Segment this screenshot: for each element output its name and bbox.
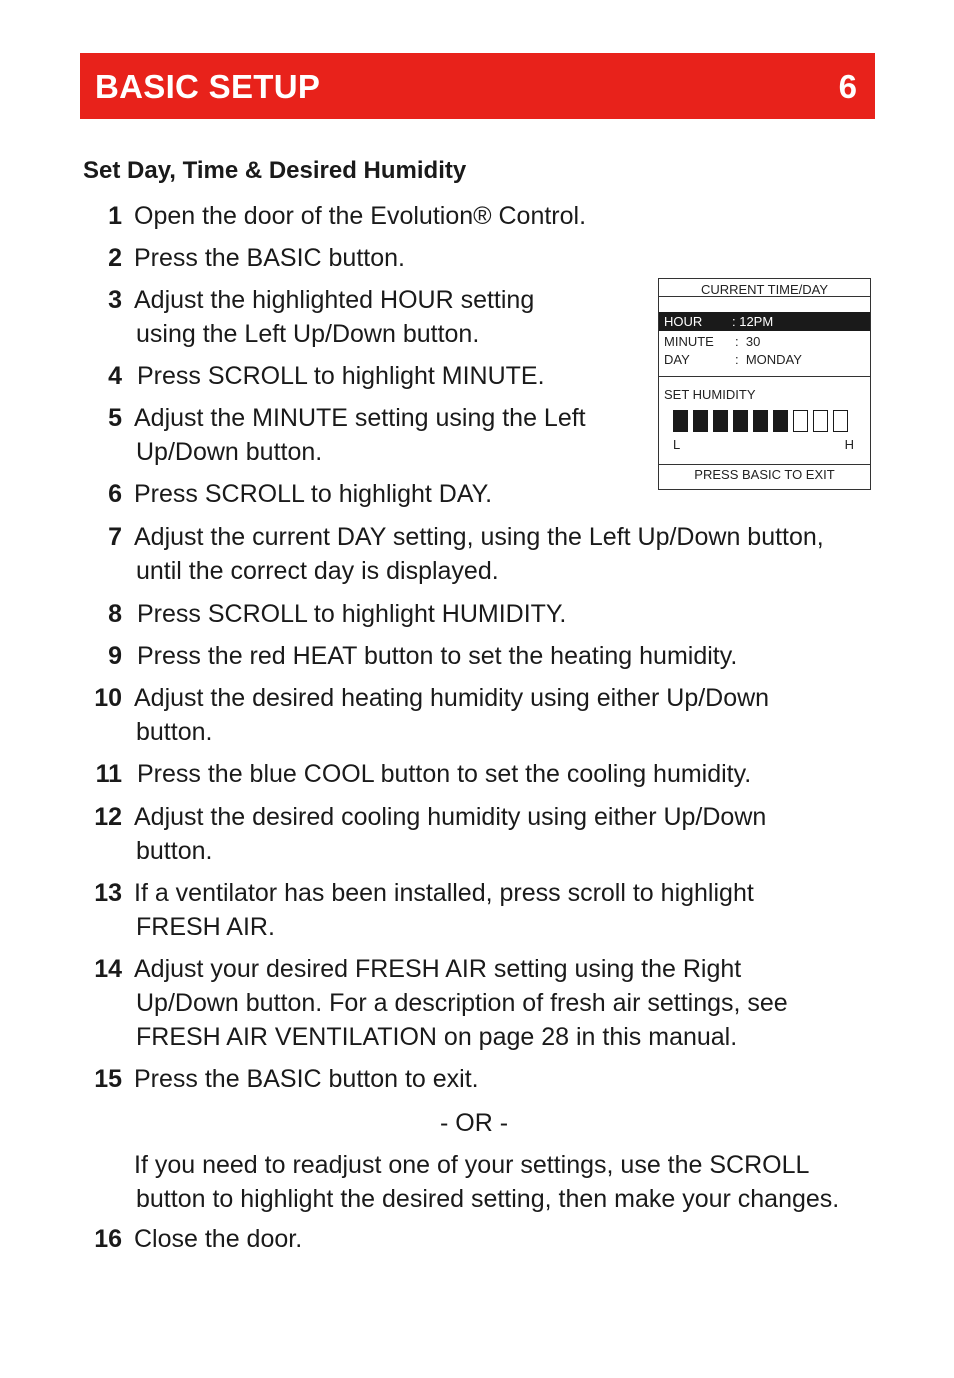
step-line: Press the red HEAT button to set the heating humidity.	[137, 642, 738, 670]
step-number: 14	[94, 955, 122, 983]
step-line: button.	[136, 718, 213, 746]
step-line: FRESH AIR VENTILATION on page 28 in this manual.	[136, 1023, 738, 1051]
step-number: 11	[95, 760, 122, 788]
step-number: 7	[108, 523, 122, 551]
step-text	[137, 597, 566, 631]
step-line: Press SCROLL to highlight DAY.	[134, 480, 493, 508]
humidity-low-label: L	[673, 437, 681, 452]
page-title: BASIC SETUP	[95, 68, 321, 105]
humidity-bar-filled	[773, 410, 788, 432]
step-text	[134, 199, 586, 233]
humidity-bar-empty	[813, 410, 828, 432]
step-line: using the Left Up/Down button.	[136, 320, 480, 348]
step-text	[137, 757, 751, 791]
page-number: 6	[838, 68, 857, 105]
step-text	[134, 681, 769, 749]
step-text	[134, 952, 788, 1054]
step-text	[134, 520, 824, 588]
step-number: 4	[108, 362, 122, 390]
step-text	[137, 639, 737, 673]
step-number: 15	[94, 1065, 122, 1093]
step-line: Press SCROLL to highlight HUMIDITY.	[137, 600, 567, 628]
humidity-bar-filled	[733, 410, 748, 432]
note-line: If you need to readjust one of your settings, use the SCROLL	[134, 1151, 810, 1179]
step-line: FRESH AIR.	[136, 913, 275, 941]
or-separator: - OR -	[440, 1109, 509, 1137]
humidity-bar-filled	[673, 410, 688, 432]
step-text	[134, 241, 405, 275]
step-line: Adjust the highlighted HOUR setting	[134, 286, 535, 314]
step-text	[134, 800, 766, 868]
humidity-bar-filled	[753, 410, 768, 432]
step-number: 13	[94, 879, 122, 907]
step-line: If a ventilator has been installed, press scroll to highlight	[134, 879, 754, 907]
step-number: 2	[108, 244, 122, 272]
header-bar	[80, 53, 875, 119]
control-display	[658, 278, 871, 490]
step-text	[134, 1062, 479, 1096]
humidity-bar-filled	[693, 410, 708, 432]
step-line: Press the blue COOL button to set the cooling humidity.	[137, 760, 752, 788]
hour-value: : 12PM	[732, 314, 774, 329]
display-footer: PRESS BASIC TO EXIT	[694, 467, 835, 482]
day-value: : MONDAY	[735, 352, 802, 367]
step-line: Adjust the desired cooling humidity using either Up/Down	[134, 803, 767, 831]
note-line: button to highlight the desired setting, then make your changes.	[136, 1185, 840, 1213]
step-line: until the correct day is displayed.	[136, 557, 499, 585]
step-line: Up/Down button.	[136, 438, 323, 466]
hour-label: HOUR	[664, 314, 703, 329]
step-line: Adjust your desired FRESH AIR setting using the Right	[134, 955, 742, 983]
step-line: Adjust the desired heating humidity using either Up/Down	[134, 684, 770, 712]
step-text	[134, 283, 534, 351]
step-line: button.	[136, 837, 213, 865]
humidity-high-label: H	[844, 437, 854, 452]
step-line: Close the door.	[134, 1225, 303, 1253]
readjust-note	[134, 1148, 839, 1216]
step-number: 5	[108, 404, 122, 432]
display-header: CURRENT TIME/DAY	[700, 282, 829, 297]
step-text	[134, 401, 586, 469]
step-line: Adjust the current DAY setting, using the Left Up/Down button,	[134, 523, 824, 551]
step-number: 6	[108, 480, 122, 508]
step-line: Press the BASIC button.	[134, 244, 405, 272]
humidity-label: SET HUMIDITY	[664, 387, 756, 402]
minute-label: MINUTE	[664, 334, 714, 349]
display-divider	[659, 464, 870, 465]
humidity-bar-empty	[833, 410, 848, 432]
step-line: Press the BASIC button to exit.	[134, 1065, 479, 1093]
step-number: 10	[94, 684, 122, 712]
step-number: 3	[108, 286, 122, 314]
step-number: 8	[108, 600, 122, 628]
step-line: Adjust the MINUTE setting using the Left	[134, 404, 586, 432]
step-text	[137, 359, 545, 393]
step-number: 12	[94, 803, 122, 831]
minute-value: : 30	[735, 334, 761, 349]
step-line: Up/Down button. For a description of fresh air settings, see	[136, 989, 788, 1017]
display-divider	[659, 376, 870, 377]
day-label: DAY	[664, 352, 690, 367]
step-number: 9	[108, 642, 122, 670]
section-title: Set Day, Time & Desired Humidity	[83, 157, 467, 184]
humidity-bar-filled	[713, 410, 728, 432]
display-divider	[659, 296, 870, 297]
hour-row-highlighted	[659, 312, 870, 331]
humidity-bar-empty	[793, 410, 808, 432]
step-text	[134, 477, 492, 511]
step-number: 16	[94, 1225, 122, 1253]
step-number: 1	[108, 202, 122, 230]
step-text	[134, 876, 754, 944]
step-text	[134, 1222, 302, 1256]
step-line: Press SCROLL to highlight MINUTE.	[137, 362, 545, 390]
step-line: Open the door of the Evolution® Control.	[134, 202, 587, 230]
